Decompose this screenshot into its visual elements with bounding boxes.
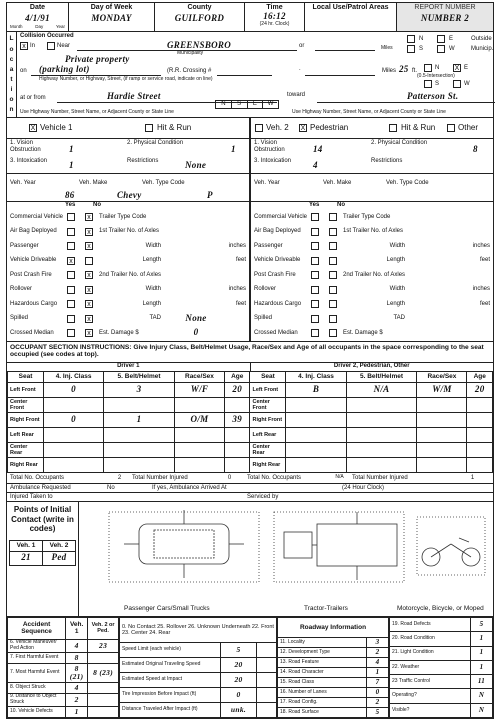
caption-motorcycle: Motorcycle, Bicycle, or Moped <box>397 605 484 612</box>
sequence-roadway-section <box>6 617 494 719</box>
time-cell: Time 16:12 (24 hr. Clock) <box>245 3 305 31</box>
no-checkbox[interactable] <box>329 228 337 236</box>
speed-row: Estimated Original Traveling Speed 20 <box>120 658 277 673</box>
poi-veh1-value: 21 <box>10 551 43 565</box>
points-of-contact-section: Points of Initial Contact (write in codes) Veh. 1 Veh. 2 21 Ped Passenger Cars/Small Trucks Tractor-Trailers Motorcycle, Bicycle, or Moped <box>6 502 494 617</box>
occupant-row: Right Front 0 1 O/M 39 Right Front <box>8 413 493 428</box>
no-checkbox[interactable]: x <box>85 213 93 221</box>
vehicle-attribute-row: Rollover x Width inches <box>10 286 246 294</box>
occupant-cell <box>417 398 467 413</box>
vehicle-attribute-row: Vehicle Driveable Length feet <box>254 257 490 264</box>
occupant-cell: 1 <box>104 413 175 428</box>
yes-checkbox[interactable] <box>67 242 75 250</box>
speed-row: Estimated Speed at Impact 20 <box>120 673 277 688</box>
occupant-instructions: OCCUPANT SECTION INSTRUCTIONS: Give Injury Class, Belt/Helmet Usage, Race/Sex and Age of all occupants in the space corresponding to the seat occupied (see codes at top). <box>10 344 484 359</box>
occupant-cell: 0 <box>44 383 104 398</box>
private-property-value: Private property <box>65 54 130 64</box>
county-cell: County GUILFORD <box>155 3 245 31</box>
s-checkbox-1[interactable] <box>407 45 415 53</box>
occupant-cell <box>417 443 467 458</box>
sequence-row: 8. Object Struck 4 <box>8 683 119 694</box>
occupant-cell <box>286 458 346 473</box>
vehicle-attribute-row: Commercial Vehicle Trailer Type Code <box>254 213 391 220</box>
no-checkbox[interactable] <box>329 286 337 294</box>
occupant-cell <box>467 398 493 413</box>
vehicle-attribute-row: Hazardous Cargo x Length feet <box>10 300 246 309</box>
poi-title: Points of Initial Contact (write in codes) <box>11 505 74 534</box>
vehicle-1-attributes <box>7 210 249 341</box>
vehicle-attribute-row: Crossed Median Est. Damage $ <box>254 329 383 336</box>
vehicle-attribute-row: Spilled TAD <box>254 315 405 322</box>
no-checkbox[interactable] <box>329 257 337 265</box>
occupant-cell <box>346 458 417 473</box>
vehicle-2-attributes <box>251 210 493 341</box>
no-checkbox[interactable]: x <box>85 315 93 323</box>
occupant-cell <box>224 443 249 458</box>
yes-checkbox[interactable] <box>67 271 75 279</box>
condition-row: 23 Traffic Control 11 <box>390 675 493 689</box>
yes-checkbox[interactable] <box>67 213 75 221</box>
roadway-row: 11. Locality 3 <box>278 638 389 648</box>
occupant-cell <box>286 413 346 428</box>
occupant-cell <box>286 398 346 413</box>
occupant-cell <box>174 443 224 458</box>
w-checkbox-1[interactable] <box>437 45 445 53</box>
e-checkbox-1[interactable] <box>437 35 445 43</box>
passenger-car-diagram <box>109 510 259 582</box>
condition-row: 21. Light Condition 1 <box>390 646 493 660</box>
roadway-row: 16. Number of Lanes 0 <box>278 688 389 698</box>
yes-checkbox[interactable] <box>311 228 319 236</box>
miles-value: 25 <box>399 64 409 74</box>
tractor-trailer-diagram <box>274 512 404 582</box>
sequence-row: 7. First Harmful Event 8 <box>8 652 119 663</box>
speed-row: Distance Traveled After Impact (ft) unk. <box>120 703 277 718</box>
condition-row: 19. Road Defects 5 <box>390 618 493 632</box>
vehicle-attribute-row: Commercial Vehicle x Trailer Type Code <box>10 213 147 222</box>
s-checkbox-2[interactable] <box>424 80 432 88</box>
vehicle-2-hit-run-checkbox[interactable] <box>389 124 397 132</box>
occupant-cell <box>44 443 104 458</box>
condition-row: Operating? N <box>390 689 493 703</box>
no-checkbox[interactable] <box>329 315 337 323</box>
report-header <box>6 2 494 32</box>
yes-checkbox[interactable] <box>311 329 319 337</box>
occupant-cell <box>104 458 175 473</box>
speed-row: Speed Limit (each vehicle) 5 <box>120 643 277 658</box>
occupant-cell <box>346 443 417 458</box>
occupant-section: OCCUPANT SECTION INSTRUCTIONS: Give Injury Class, Belt/Helmet Usage, Race/Sex and Age of all occupants in the space corresponding to the seat occupied (see codes at top). Driver 1 Driver 2, Pedestrian, Other Seat 4. Inj. Class 5. Belt/Helmet Race/Sex Age Seat 4. Inj. Class 5. Belt/Helmet Race/Sex Age Left Front 0 3 W/F 20 Left Front B N/A W/M 20 Center Front Center Front Right Front 0 1 O/M 39 Right Front Left Rear Left Rear Center Rear Center Rear Right Rear Right Rear Total No. Occupants 2 Total Number Injured 0 Total No. Occupants N/A Total Number Injured 1 Ambulance Requested No If yes, Ambulance Arrived At (24 Hour Clock) Injured Taken to Serviced by <box>6 342 494 502</box>
sequence-row: 10. Vehicle Defects 1 <box>8 707 119 718</box>
occupant-cell <box>224 458 249 473</box>
condition-row: 20. Road Condition 1 <box>390 632 493 646</box>
poi-veh2-value: Ped <box>43 551 76 565</box>
vehicle-attribute-row: Post Crash Fire 2nd Trailer No. of Axles <box>254 271 406 278</box>
occupant-cell <box>286 443 346 458</box>
vehicle-2-checkbox[interactable] <box>255 124 263 132</box>
yes-checkbox[interactable] <box>311 315 319 323</box>
roadway-row: 18. Road Surface 5 <box>278 708 389 718</box>
vehicle-attribute-row: Hazardous Cargo Length feet <box>254 300 490 307</box>
vehicle-1-checkbox[interactable]: X <box>30 125 36 132</box>
occupant-cell: W/M <box>417 383 467 398</box>
vehicle-attribute-row: Air Bag Deployed x 1st Trailer No. of Axles <box>10 228 160 236</box>
occupant-cell <box>104 443 175 458</box>
occupant-row: Left Front 0 3 W/F 20 Left Front B N/A W/M 20 <box>8 383 493 398</box>
occupant-cell: 3 <box>104 383 175 398</box>
time-value: 16:12 <box>263 10 286 21</box>
sequence-row: 7. Most Harmful Event 8 (21) 8 (23) <box>8 663 119 682</box>
roadway-row: 14. Road Character 1 <box>278 668 389 678</box>
roadway-row: 15. Road Class 7 <box>278 678 389 688</box>
yes-checkbox[interactable] <box>67 329 75 337</box>
occupant-cell <box>346 398 417 413</box>
speed-table: 0. No Contact 25. Rollover 26. Unknown Underneath 22. Front 23. Center 24. Rear Speed Limit (each vehicle) 5 Estimated Original Traveling Speed 20 Estimated Speed at Impact 20 Tire Impression Before Impact (ft) 0 Distance Traveled After Impact (ft) unk. <box>119 617 277 718</box>
occupant-cell: B <box>286 383 346 398</box>
vehicle-attribute-value: None <box>185 312 207 323</box>
direction-boxes: N S E W <box>215 100 279 109</box>
yes-checkbox[interactable] <box>67 315 75 323</box>
speed-row: Tire Impression Before Impact (ft) 0 <box>120 688 277 703</box>
occupant-row: Center Rear Center Rear <box>8 443 493 458</box>
occupant-cell: 20 <box>224 383 249 398</box>
occupant-cell <box>44 428 104 443</box>
vehicle-attribute-row: Rollover Width inches <box>254 286 490 293</box>
vehicle-attribute-row: Crossed Median x Est. Damage $ 0 <box>7 326 249 341</box>
vehicle-attribute-row: Post Crash Fire x 2nd Trailer No. of Axles <box>10 271 162 280</box>
caption-trucks: Tractor-Trailers <box>304 605 348 612</box>
roadway-table: Roadway Information 11. Locality 3 12. Development Type 2 13. Road Feature 4 14. Road Character 1 15. Road Class 7 16. Number of Lanes 0 17. Road Config. 2 18. Road Surface 5 <box>277 617 389 718</box>
no-checkbox[interactable] <box>85 257 93 265</box>
occupant-cell <box>467 413 493 428</box>
n-checkbox-2[interactable] <box>424 64 432 72</box>
city-value: GREENSBORO <box>167 40 232 50</box>
vehicle-attribute-value: 0 <box>193 327 199 338</box>
no-checkbox[interactable]: x <box>85 286 93 294</box>
occupant-cell: 39 <box>224 413 249 428</box>
location-section: L o c a t i o n Collision Occurred x In Near GREENSBORO Municipality or Miles N S E W Outside Municip. Private property on (parking lot) (R.R. Crossing # . Miles 25 ft. N X E (0.5-Intersection) S W Highway Number, or Highway, Street, (if ramp or service road, indicate on line) at or from Hardie Street N S E W toward Patterson St. Use Highway Number, Street Name, or Adjacent County or State Line Use Highway Number, Street Name, or Adjacent County or State Line <box>6 32 494 118</box>
condition-row: Visible? N <box>390 703 493 717</box>
no-checkbox[interactable] <box>329 242 337 250</box>
yes-checkbox[interactable] <box>311 271 319 279</box>
occupant-cell <box>44 398 104 413</box>
accident-sequence-table: Accident Sequence Veh. 1 Veh. 2 or Ped. 6. Vehicle Maneuver/ Ped Action 4 23 7. First Harmful Event 8 7. Most Harmful Event 8 (21) 8 (23) 8. Object Struck 4 9. Distance to Object Struck 2 10. Vehicle Defects 1 <box>7 617 119 718</box>
occupant-row: Left Rear Left Rear <box>8 428 493 443</box>
day-of-week-value: MONDAY <box>91 12 132 23</box>
no-checkbox[interactable] <box>329 213 337 221</box>
occupant-cell <box>346 413 417 428</box>
occupant-cell <box>104 428 175 443</box>
yes-checkbox[interactable] <box>67 286 75 294</box>
occupant-cell <box>286 428 346 443</box>
street-toward-value: Patterson St. <box>407 91 459 101</box>
vehicle-diagrams <box>79 502 493 617</box>
occupant-cell <box>224 428 249 443</box>
occupant-cell <box>174 428 224 443</box>
local-use-cell: Local Use/Patrol Areas <box>305 3 397 31</box>
occupant-cell: 20 <box>467 383 493 398</box>
occupant-row: Right Rear Right Rear <box>8 458 493 473</box>
e-checkbox-2[interactable]: X <box>454 65 460 72</box>
report-number-value: NUMBER 2 <box>420 12 470 23</box>
w-checkbox-2[interactable] <box>453 80 461 88</box>
no-checkbox[interactable]: x <box>85 271 93 279</box>
near-checkbox[interactable] <box>47 42 55 50</box>
occupant-cell: W/F <box>174 383 224 398</box>
other-checkbox[interactable] <box>447 124 455 132</box>
yes-checkbox[interactable] <box>311 213 319 221</box>
sequence-row: 6. Vehicle Maneuver/ Ped Action 4 23 <box>8 639 119 652</box>
vehicle-attribute-row: Vehicle Driveable x Length feet <box>10 257 246 265</box>
occupant-cell <box>104 398 175 413</box>
yes-checkbox[interactable] <box>67 300 75 308</box>
occupant-cell <box>174 458 224 473</box>
vehicle-attribute-row: Air Bag Deployed 1st Trailer No. of Axles <box>254 228 404 235</box>
motorcycle-diagram <box>417 517 485 575</box>
caption-cars: Passenger Cars/Small Trucks <box>124 605 210 612</box>
occupant-cell <box>224 398 249 413</box>
date-cell: Date 4/1/91 Month Day Year <box>7 3 69 31</box>
n-checkbox-1[interactable] <box>407 35 415 43</box>
vehicle-section <box>6 118 494 342</box>
occupant-cell <box>417 458 467 473</box>
no-checkbox[interactable]: x <box>85 329 93 337</box>
occupant-cell: N/A <box>346 383 417 398</box>
vehicle-attribute-row: Spilled x TAD None <box>7 312 249 327</box>
occupant-cell <box>467 458 493 473</box>
occupant-cell: 0 <box>44 413 104 428</box>
occupant-cell: O/M <box>174 413 224 428</box>
no-checkbox[interactable]: x <box>85 242 93 250</box>
condition-row: 22. Weather 1 <box>390 660 493 674</box>
in-checkbox[interactable]: x <box>20 42 28 50</box>
vehicle-1-hit-run-checkbox[interactable] <box>145 124 153 132</box>
occupant-cell <box>417 413 467 428</box>
yes-checkbox[interactable] <box>311 286 319 294</box>
yes-checkbox[interactable] <box>311 242 319 250</box>
parking-lot-value: (parking lot) <box>39 64 90 74</box>
no-checkbox[interactable] <box>329 271 337 279</box>
no-checkbox[interactable] <box>329 300 337 308</box>
occupant-cell <box>467 443 493 458</box>
roadway-row: 12. Development Type 2 <box>278 648 389 658</box>
location-side-label: L o c a t i o n <box>7 32 17 117</box>
vehicle-1-column: X Vehicle 1 Hit & Run 1. Vision Obstruction 1 2. Physical Condition 1 3. Intoxication 1 Restrictions None Veh. Year Veh. Make Veh. Type Code 86 Chevy P Yes No Commercial Vehicle x Trailer Type Code Air Bag Deployed x 1st Trailer No. of Axles Passenger x Width inches Vehicle Driveable x Length feet Post Crash Fire x 2nd Trailer No. of Axles Rollover x Width inches Hazardous Cargo x Length feet Spilled x TAD None Crossed Median x Est. Damage $ 0 <box>7 118 249 341</box>
no-checkbox[interactable]: x <box>85 228 93 236</box>
yes-checkbox[interactable] <box>67 228 75 236</box>
yes-checkbox[interactable] <box>311 300 319 308</box>
occupant-cell <box>417 428 467 443</box>
sequence-row: 9. Distance to Object Struck 2 <box>8 693 119 706</box>
roadway-row: 17. Road Config. 2 <box>278 698 389 708</box>
date-value: 4/1/91 <box>25 12 50 23</box>
occupant-cell <box>44 458 104 473</box>
no-checkbox[interactable]: x <box>85 300 93 308</box>
vehicle-2-column: Veh. 2 X Pedestrian Hit & Run Other 1. Vision Obstruction 14 2. Physical Condition 8 3. Intoxication 4 Restrictions Veh. Year Veh. Make Veh. Type Code Yes No Commercial Vehicle Trailer Type Code Air Bag Deployed 1st Trailer No. of Axles Passenger Width inches Vehicle Driveable Length feet Post Crash Fire 2nd Trailer No. of Axles Rollover Width inches Hazardous Cargo Length feet Spilled TAD Crossed Median Est. Damage $ <box>249 118 493 341</box>
occupant-table: Seat 4. Inj. Class 5. Belt/Helmet Race/Sex Age Seat 4. Inj. Class 5. Belt/Helmet Race/Sex Age Left Front 0 3 W/F 20 Left Front B N/A W/M 20 Center Front Center Front Right Front 0 1 O/M 39 Right Front Left Rear Left Rear Center Rear Center Rear Right Rear Right Rear <box>7 371 493 473</box>
county-value: GUILFORD <box>174 12 225 23</box>
occupant-cell <box>467 428 493 443</box>
no-checkbox[interactable] <box>329 329 337 337</box>
occupant-row: Center Front Center Front <box>8 398 493 413</box>
roadway-condition-table <box>389 617 493 718</box>
occupant-cell <box>174 398 224 413</box>
vehicle-attribute-row: Passenger Width inches <box>254 242 490 249</box>
yes-checkbox[interactable] <box>311 257 319 265</box>
pedestrian-checkbox[interactable]: X <box>300 125 306 132</box>
occupant-cell <box>346 428 417 443</box>
day-of-week-cell: Day of Week MONDAY <box>69 3 155 31</box>
roadway-row: 13. Road Feature 4 <box>278 658 389 668</box>
street-from-value: Hardie Street <box>107 91 161 101</box>
yes-checkbox[interactable]: x <box>67 257 75 265</box>
report-number-cell: REPORT NUMBER NUMBER 2 <box>397 3 493 31</box>
vehicle-attribute-row: Passenger x Width inches <box>10 242 246 251</box>
